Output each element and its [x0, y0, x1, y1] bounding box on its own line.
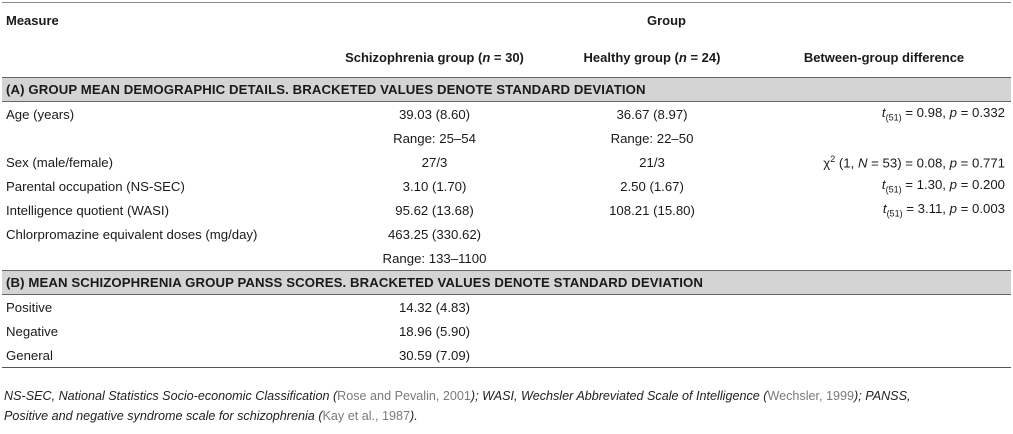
table-row [2, 222, 1011, 246]
measure-cell: Negative [6, 323, 59, 339]
schizophrenia-cell: Range: 133–1100 [382, 250, 487, 266]
footnote-text: NS-SEC, National Statistics Socio-economic Classification ( [4, 389, 338, 403]
empty-cell [547, 343, 757, 368]
difference-cell [757, 246, 1011, 271]
measure-cell: Chlorpromazine equivalent doses (mg/day) [6, 226, 258, 242]
footnote-text: Positive and negative syndrome scale for schizophrenia ( [4, 409, 323, 423]
healthy-cell: 108.21 (15.80) [609, 202, 695, 218]
table-row [2, 174, 1011, 198]
healthy-cell: Range: 22–50 [610, 130, 694, 146]
schizophrenia-cell: 95.62 (13.68) [395, 202, 474, 218]
footnote-text: ). [410, 409, 418, 423]
section-b-title: (B) MEAN SCHIZOPHRENIA GROUP PANSS SCORES. BRACKETED VALUES DENOTE STANDARD DEVIATION [2, 271, 1011, 295]
table-row [2, 246, 1011, 271]
section-a-title: (A) GROUP MEAN DEMOGRAPHIC DETAILS. BRACKETED VALUES DENOTE STANDARD DEVIATION [2, 78, 1011, 102]
table-row [2, 150, 1011, 174]
difference-cell [757, 126, 1011, 150]
difference-cell [757, 222, 1011, 246]
measure-cell: Parental occupation (NS-SEC) [6, 178, 185, 194]
difference-cell: $t_{(51)} = 3.11$, p = 0.003 [882, 201, 1005, 219]
empty-cell [757, 319, 1011, 343]
healthy-cell: 2.50 (1.67) [620, 178, 684, 194]
healthy-cell: 36.67 (8.97) [616, 106, 688, 122]
measure-cell: Age (years) [6, 106, 75, 122]
schizophrenia-cell: 39.03 (8.60) [398, 106, 471, 122]
empty-cell [547, 295, 757, 320]
measure-cell: Intelligence quotient (WASI) [6, 202, 169, 218]
difference-cell: $\chi^2$ (1, N = 53) = 0.08, p = 0.771 [823, 153, 1005, 171]
schizophrenia-group-header: Schizophrenia group (n = 30) [345, 50, 524, 65]
table-row [2, 319, 1011, 343]
header-row-2 [2, 38, 1011, 78]
table-row [2, 126, 1011, 150]
healthy-cell [547, 246, 757, 271]
header-row-1 [2, 3, 1011, 39]
measure-header: Measure [6, 13, 59, 28]
schizophrenia-cell: Range: 25–54 [393, 130, 476, 146]
measure-cell: Sex (male/female) [6, 154, 114, 170]
schizophrenia-cell: 463.25 (330.62) [387, 226, 482, 242]
measure-cell [2, 126, 322, 150]
reference-link[interactable]: Kay et al., 1987 [322, 409, 411, 423]
measure-cell [2, 246, 322, 271]
table-figure [0, 2, 1013, 434]
reference-link[interactable]: Rose and Pevalin, 2001 [337, 389, 471, 403]
table-row [2, 102, 1011, 127]
empty-cell [757, 295, 1011, 320]
empty-cell [547, 319, 757, 343]
table-footnote [4, 386, 1004, 426]
reference-link[interactable]: Wechsler, 1999 [767, 389, 855, 403]
schizophrenia-cell: 14.32 (4.83) [398, 299, 471, 315]
difference-cell: $t_{(51)} = 0.98$, p = 0.332 [881, 105, 1005, 123]
table-row [2, 295, 1011, 320]
table-row [2, 343, 1011, 368]
empty-header-cell [2, 38, 322, 78]
healthy-group-header: Healthy group (n = 24) [583, 50, 721, 65]
between-group-header: Between-group difference [803, 50, 965, 65]
measure-cell: General [2, 343, 322, 368]
empty-cell [757, 343, 1011, 368]
footnote-text: ); PANSS, [854, 389, 911, 403]
schizophrenia-cell: 18.96 (5.90) [398, 323, 471, 339]
schizophrenia-cell: 27/3 [421, 154, 448, 170]
schizophrenia-cell: 3.10 (1.70) [402, 178, 467, 194]
measure-cell: Positive [6, 299, 53, 315]
section-b-header [2, 271, 1011, 295]
difference-cell: $t_{(51)} = 1.30$, p = 0.200 [881, 177, 1005, 195]
section-a-header [2, 78, 1011, 102]
table-row [2, 198, 1011, 222]
healthy-cell [547, 222, 757, 246]
group-header: Group [647, 13, 686, 28]
schizophrenia-cell: 30.59 (7.09) [322, 343, 547, 368]
demographics-table [2, 2, 1011, 368]
healthy-cell: 21/3 [639, 154, 665, 170]
footnote-text: ); WASI, Wechsler Abbreviated Scale of Intelligence ( [470, 389, 768, 403]
